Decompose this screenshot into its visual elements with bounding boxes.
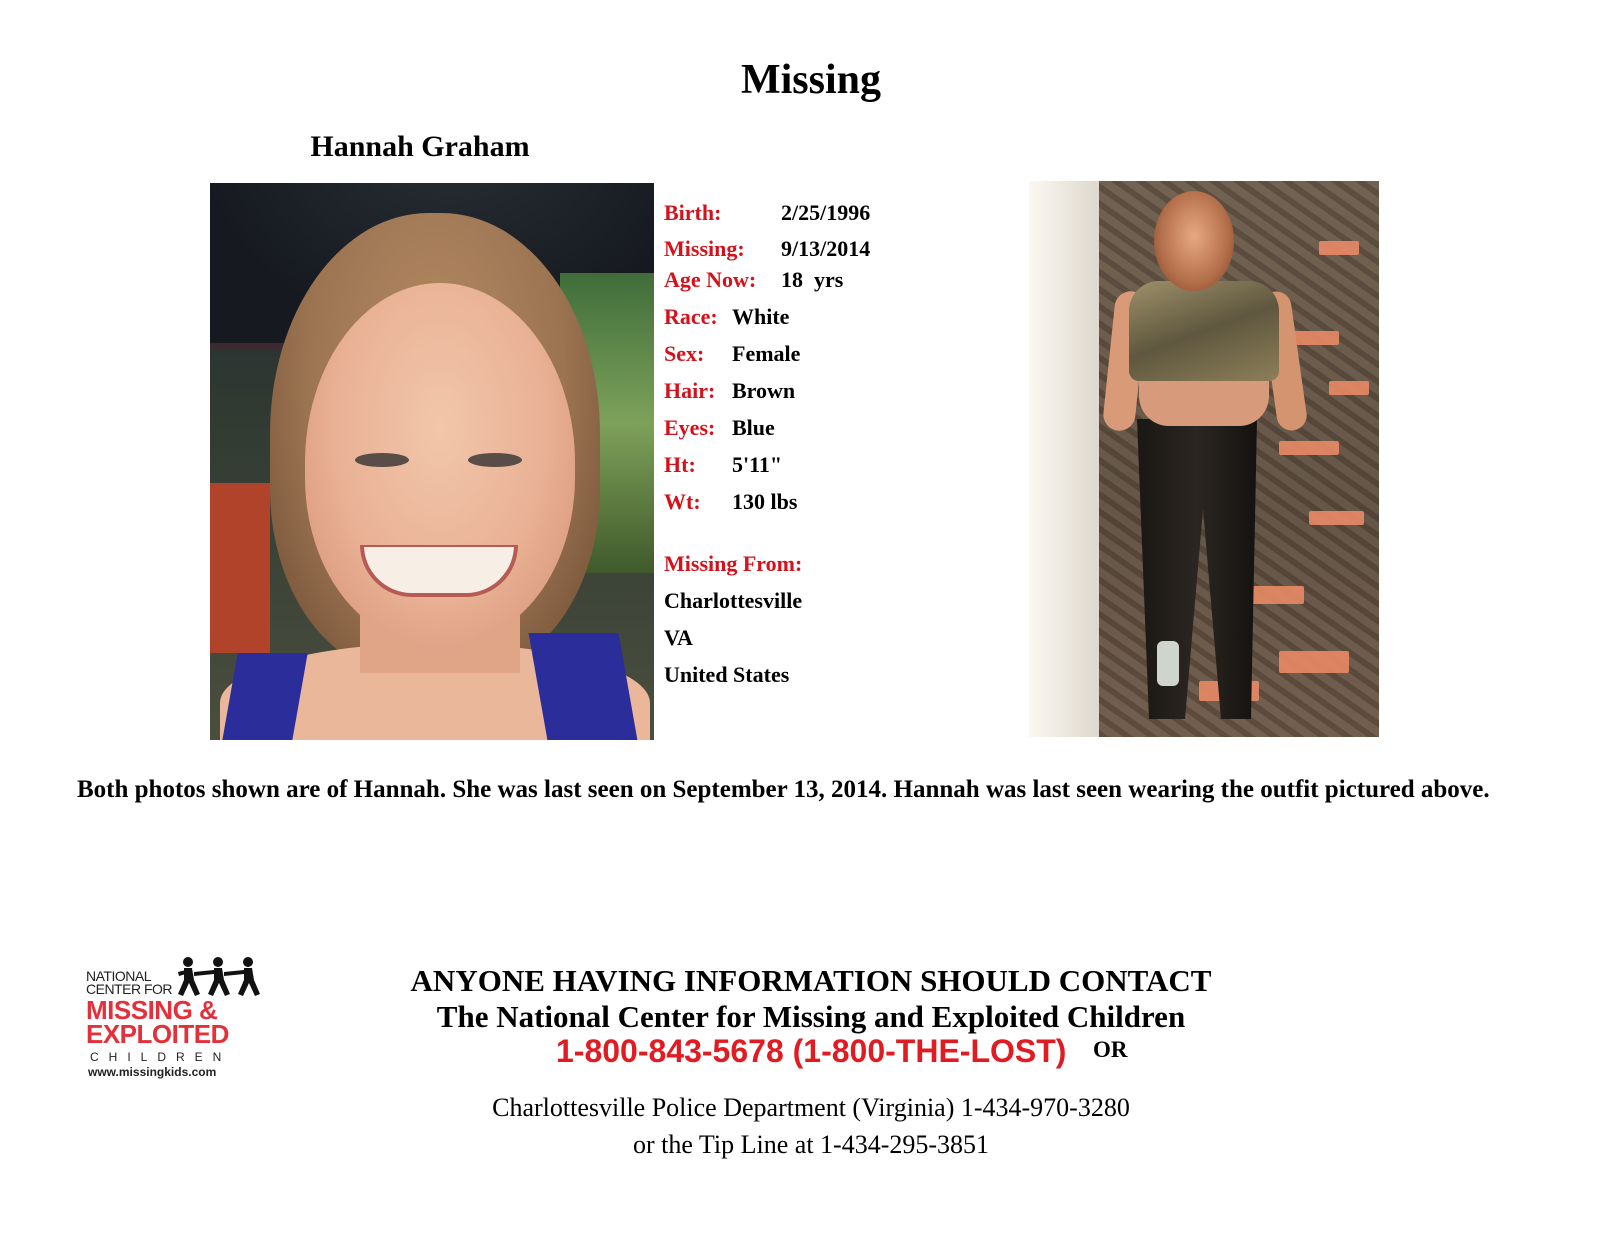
height-label: Ht: <box>664 452 696 477</box>
left-eye <box>355 453 409 467</box>
right-eye <box>468 453 522 467</box>
missing-value: 9/13/2014 <box>781 236 871 261</box>
logo-line-missing: MISSING & <box>86 995 218 1025</box>
hotline-number: 1-800-843-5678 (1-800-THE-LOST) <box>556 1033 1067 1069</box>
poster-title: Missing <box>740 57 882 103</box>
birth-value: 2/25/1996 <box>781 200 871 225</box>
tip-line-contact: or the Tip Line at 1-434-295-3851 <box>632 1130 990 1159</box>
race-value: White <box>732 304 790 329</box>
age-row <box>664 267 756 293</box>
missing-from-state: VA <box>664 625 693 650</box>
missing-from-country: United States <box>664 662 790 687</box>
shoe <box>1157 641 1179 686</box>
weight-label: Wt: <box>664 489 701 514</box>
contact-heading-block <box>0 963 1622 1035</box>
logo-line-center-for: CENTER FOR <box>86 981 172 997</box>
hair-value: Brown <box>732 378 796 403</box>
contact-organization: The National Center for Missing and Exploited Children <box>436 999 1186 1034</box>
race-label: Race: <box>664 304 718 329</box>
sex-label: Sex: <box>664 341 705 366</box>
eyes-row <box>664 415 715 441</box>
hallway-photo <box>1029 181 1379 737</box>
race-row <box>664 304 718 330</box>
top-strap-right <box>529 633 642 740</box>
carpet-pattern <box>1279 651 1349 673</box>
eyes-label: Eyes: <box>664 415 716 440</box>
birth-row <box>664 200 721 226</box>
sex-value: Female <box>732 341 801 366</box>
weight-value: 130 lbs <box>732 489 798 514</box>
police-contact-block <box>0 1089 1622 1163</box>
age-label: Age Now: <box>664 267 757 292</box>
midriff <box>1139 376 1269 426</box>
portrait-photo <box>210 183 654 740</box>
person-name: Hannah Graham <box>310 130 530 163</box>
logo-url: www.missingkids.com <box>88 1065 217 1079</box>
caption-text: Both photos shown are of Hannah. She was last seen on September 13, 2014. Hannah was last seen wearing the outfit pictured above. <box>77 776 1490 803</box>
logo-line-national: NATIONAL <box>86 968 151 984</box>
eyes-value: Blue <box>732 415 775 440</box>
carpet-pattern <box>1309 511 1364 525</box>
logo-line-exploited: EXPLOITED <box>86 1019 229 1049</box>
logo-text-children: CHILDREN <box>90 1050 232 1064</box>
carpet-pattern <box>1329 381 1369 395</box>
head <box>1154 191 1234 291</box>
sex-row <box>664 341 704 367</box>
contact-heading: ANYONE HAVING INFORMATION SHOULD CONTACT <box>410 963 1212 998</box>
weight-row <box>664 489 701 515</box>
background-red-wall <box>210 483 270 653</box>
birth-label: Birth: <box>664 200 722 225</box>
age-value: 18 yrs <box>781 267 844 292</box>
hair-row <box>664 378 715 404</box>
carpet-pattern <box>1319 241 1359 255</box>
carpet-pattern <box>1279 441 1339 455</box>
missing-from-city: Charlottesville <box>664 588 803 613</box>
metallic-top <box>1129 281 1279 381</box>
height-row <box>664 452 696 478</box>
top-strap-left <box>218 653 307 740</box>
police-contact: Charlottesville Police Department (Virginia) 1-434-970-3280 <box>492 1093 1130 1122</box>
missing-label: Missing: <box>664 236 745 261</box>
height-value: 5'11" <box>732 452 783 477</box>
missing-from-label: Missing From: <box>664 551 803 576</box>
hotline-or: OR <box>1093 1037 1128 1062</box>
hair-label: Hair: <box>664 378 716 403</box>
missing-row <box>664 236 745 262</box>
